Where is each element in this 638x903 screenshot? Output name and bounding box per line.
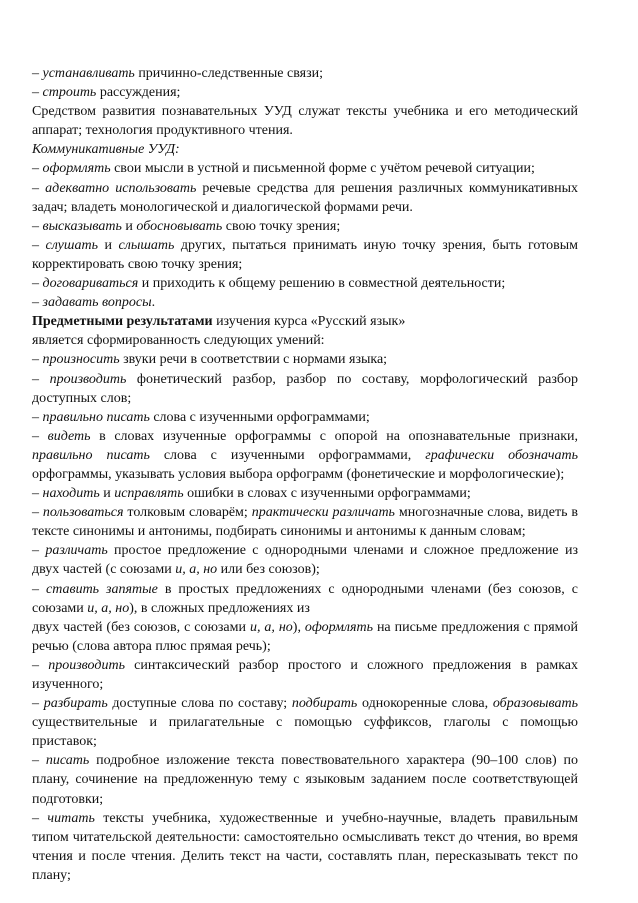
section-heading: Коммуникативные УУД: (32, 142, 180, 158)
list-item: – ставить запятые в простых предложениях с однородными членами (без союзов, с союзами и, а, но), в сложных предложениях из (32, 581, 578, 616)
list-item: – задавать вопросы. (32, 295, 156, 311)
list-item: – различать простое предложение с однородными членами и сложное предложение из двух частей (с союзами и, а, но или без союзов); (32, 543, 578, 578)
list-item: – находить и исправлять ошибки в словах с изученными орфограммами; (32, 486, 471, 502)
list-item: – видеть в словах изученные орфограммы с опорой на опознавательные признаки, правильно писать слова с изученными орфограммами, графически обозначать орфограммы, указывать условия выбора орфограмм (фонетические и морфологические); (32, 428, 578, 482)
list-item: – адекватно использовать речевые средства для решения различных коммуникативных задач; владеть монологической и диалогической формами речи. (32, 180, 578, 215)
list-item: – производить фонетический разбор, разбор по составу, морфологический разбор доступных слов; (32, 371, 578, 406)
list-item: – разбирать доступные слова по составу; подбирать однокоренные слова, образовывать существительные и прилагательные с помощью суффиксов, глаголы с помощью приставок; (32, 696, 578, 750)
list-item: – высказывать и обосновывать свою точку зрения; (32, 218, 341, 234)
paragraph: является сформированность следующих умений: (32, 333, 325, 349)
list-item: – оформлять свои мысли в устной и письменной форме с учётом речевой ситуации; (32, 161, 535, 177)
list-item: – договариваться и приходить к общему решению в совместной деятельности; (32, 276, 506, 292)
list-item: – строить рассуждения; (32, 85, 181, 101)
list-item: – слушать и слышать других, пытаться принимать иную точку зрения, быть готовым корректировать свою точку зрения; (32, 237, 579, 272)
list-item: – произносить звуки речи в соответствии с нормами языка; (32, 352, 388, 368)
list-item: – писать подробное изложение текста повествовательного характера (90–100 слов) по плану, сочинение на предложенную тему с языковым заданием после соответствующей подготовки; (32, 753, 579, 807)
list-item: – устанавливать причинно-следственные связи; (32, 66, 323, 81)
list-item: – производить синтаксический разбор простого и сложного предложения в рамках изученного; (32, 657, 579, 692)
paragraph: двух частей (без союзов, с союзами и, а, но), оформлять на письме предложения с прямой речью (слова автора плюс прямая речь); (32, 619, 578, 654)
list-item: – правильно писать слова с изученными орфограммами; (32, 409, 370, 425)
document-page (32, 64, 578, 885)
list-item: – пользоваться толковым словарём; практически различать многозначные слова, видеть в тексте синонимы и антонимы, подбирать синонимы и антонимы к данным словам; (32, 505, 579, 540)
list-item: – читать тексты учебника, художественные и учебно-научные, владеть правильным типом читательской деятельности: самостоятельно осмысливать текст до чтения, во время чтения и после чтения. Делить текст на части, составлять план, пересказывать текст по плану; (32, 810, 579, 883)
section-heading: Предметными результатами изучения курса «Русский язык» (32, 314, 406, 330)
paragraph: Средством развития познавательных УУД служат тексты учебника и его методический аппарат; технология продуктивного чтения. (32, 104, 578, 139)
